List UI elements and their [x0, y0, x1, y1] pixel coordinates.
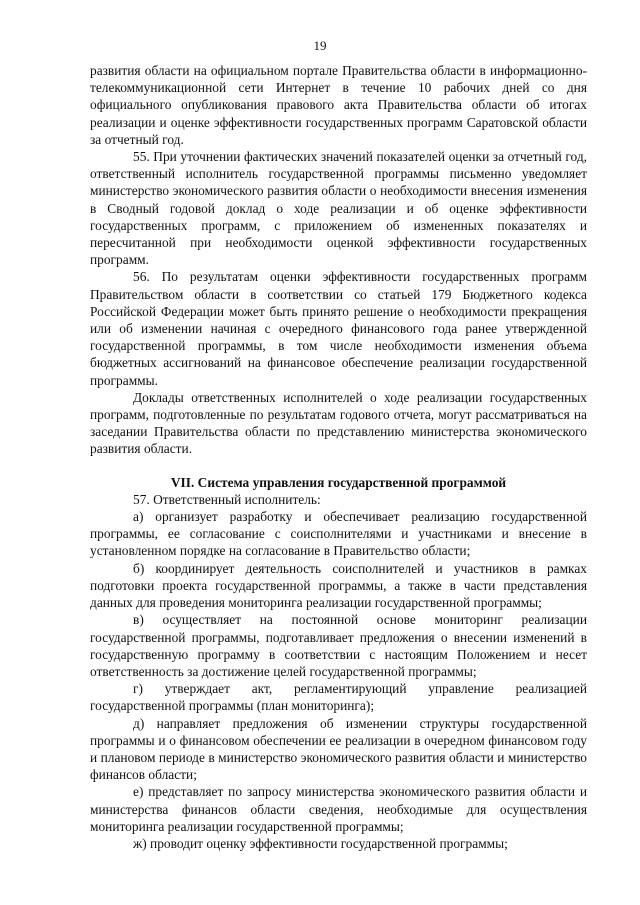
paragraph-57-intro: 57. Ответственный исполнитель: [133, 491, 321, 507]
list-item-d: д) направляет предложения об изменении структуры государственной программы и о финансовом обеспечении ее реализации в очередном финансовом году и плановом периоде в министерство экономического развития области и министерство финансов области; [90, 715, 587, 783]
continued-paragraph: развития области на официальном портале Правительства области в информационно-телекоммуникационной сети Интернет в течение 10 рабочих дней со дня официального опубликования правового акта Правительства области об итогах реализации и оценке эффективности государственных программ Саратовской области за отчетный год. [90, 63, 587, 147]
paragraph-55: 55. При уточнении фактических значений показателей оценки за отчетный год, ответственный исполнитель государственной программы письменно уведомляет министерство экономического развития области о необходимости внесения изменения в Сводный годовой доклад о ходе реализации и об оценке эффективности государственных программ, с приложением об измененных показателях и пересчитанной при необходимости оценкой эффективности государственных программ. [90, 149, 587, 268]
list-item-v: в) осуществляет на постоянной основе мониторинг реализации государственной программы, подготавливает предложения о внесении изменений в государственную программу в соответствии с настоящим Положением и несет ответственность за достижение целей государственной программы; [90, 612, 587, 679]
list-item-a: а) организует разработку и обеспечивает реализацию государственной программы, ее согласование с соисполнителями и участниками и внесение в установленном порядке на согласование в Правительство области; [90, 509, 587, 559]
list-item-g: г) утверждает акт, регламентирующий управление реализацией государственной программы (план мониторинга); [90, 681, 587, 714]
paragraph-reports: Доклады ответственных исполнителей о ходе реализации государственных программ, подготовленные по результатам годового отчета, могут рассматриваться на заседании Правительства области по представлению министерства экономического развития области. [90, 389, 587, 457]
page-number: 19 [313, 38, 327, 53]
list-item-e: е) представляет по запросу министерства экономического развития области и министерства финансов области сведения, необходимые для осуществления мониторинга реализации государственной программы; [90, 784, 587, 834]
page-content [90, 62, 587, 852]
paragraph-56: 56. По результатам оценки эффективности государственных программ Правительством области в соответствии со статьей 179 Бюджетного кодекса Российской Федерации может быть принято решение о необходимости прекращения или об изменении начиная с очередного финансового года ранее утвержденной государственной программы, в том числе необходимости изменения объема бюджетных ассигнований на финансовое обеспечение реализации государственной программы. [90, 269, 587, 388]
list-item-b: б) координирует деятельность соисполнителей и участников в рамках подготовки проекта государственной программы, а также в части представления данных для проведения мониторинга реализации государственной программы; [90, 560, 587, 611]
section-heading: VII. Система управления государственной программой [170, 474, 507, 490]
list-item-zh: ж) проводит оценку эффективности государственной программы; [133, 835, 508, 851]
